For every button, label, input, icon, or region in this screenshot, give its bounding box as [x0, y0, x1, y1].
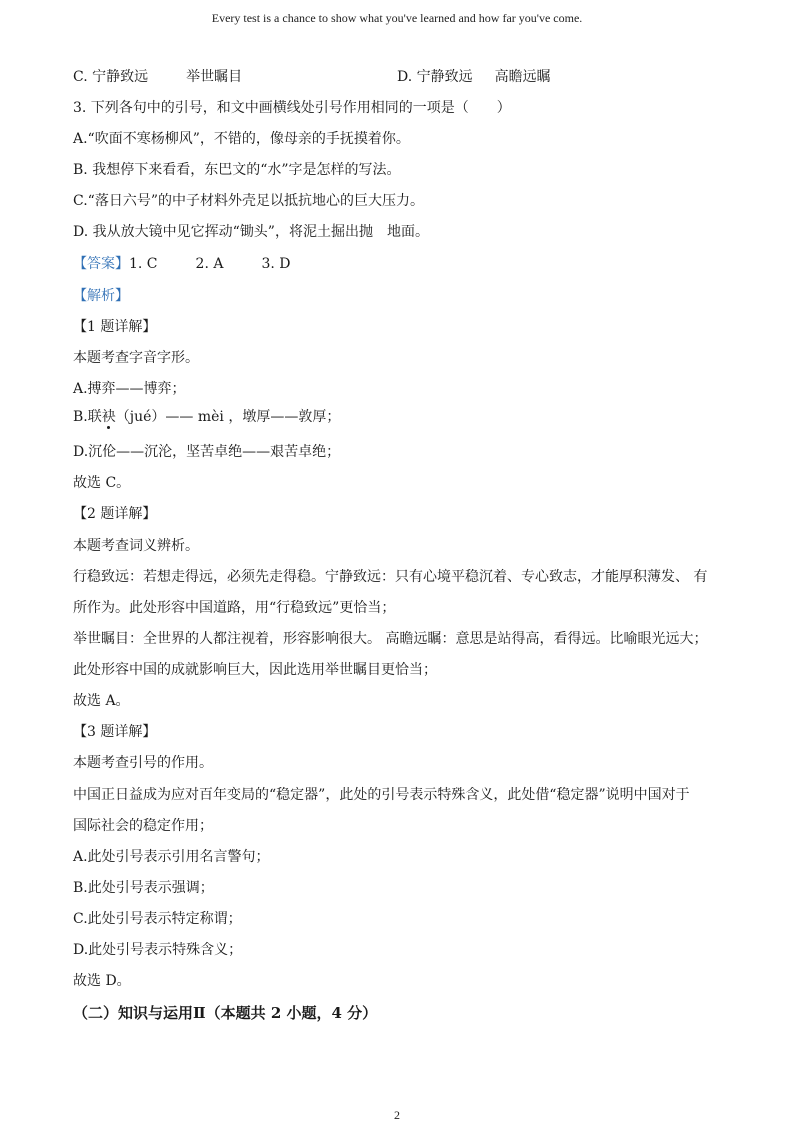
detail2-line-2: 所作为。此处形容中国道路，用“行稳致远”更恰当； [73, 600, 396, 616]
q2-option-c-term: 举世瞩目 [186, 69, 243, 85]
detail3-line-2: 国际社会的稳定作用； [73, 818, 213, 834]
detail3-line-c: C.此处引号表示特定称谓； [73, 911, 242, 927]
analysis-tag: 【解析】 [73, 288, 129, 304]
q3-option-c: C.“落日六号”的中子材料外壳足以抵抗地心的巨大压力。 [73, 193, 424, 209]
detail3-line-b: B.此处引号表示强调； [73, 880, 214, 896]
detail1-line-a: A.搏弈——博弈； [73, 381, 186, 397]
detail3-intro: 本题考查引号的作用。 [73, 755, 213, 771]
detail2-heading: 【2 题详解】 [73, 506, 157, 522]
detail2-line-4: 此处形容中国的成就影响巨大，因此选用举世瞩目更恰当； [73, 662, 437, 678]
answer-2: 2. A [195, 256, 224, 272]
q2-option-c [73, 68, 242, 86]
section-title: （二）知识与运用Ⅱ（本题共 2 小题，4 分） [73, 1004, 378, 1022]
q2-option-d-term: 高瞻远瞩 [494, 69, 551, 85]
answer-row [73, 255, 291, 273]
answer-1: 1. C [129, 256, 158, 272]
detail3-line-1: 中国正日益成为应对百年变局的“稳定器”，此处的引号表示特殊含义，此处借“稳定器”说明中国对于 [73, 787, 690, 803]
q3-option-b: B. 我想停下来看看，东巴文的“水”字是怎样的写法。 [73, 162, 401, 178]
detail2-conclusion: 故选 A。 [73, 693, 130, 709]
detail1-line-b-rest: （jué）—— mèi ，墩厚——敦厚； [115, 409, 341, 425]
detail2-line-3: 举世瞩目：全世界的人都注视着，形容影响很大。 高瞻远瞩：意思是站得高，看得远。比喻眼光远大； [73, 631, 708, 647]
q2-option-d [397, 68, 551, 86]
q3-stem: 3. 下列各句中的引号，和文中画横线处引号作用相同的一项是（ ） [73, 100, 511, 116]
detail2-line-1: 行稳致远：若想走得远，必须先走得稳。宁静致远：只有心境平稳沉着、专心致志，才能厚积薄发、 有 [73, 569, 708, 585]
detail2-intro: 本题考查词义辨析。 [73, 538, 199, 554]
detail3-conclusion: 故选 D。 [73, 973, 131, 989]
detail3-heading: 【3 题详解】 [73, 724, 157, 740]
detail1-line-b-prefix: B.联 [73, 409, 102, 425]
detail1-heading: 【1 题详解】 [73, 319, 157, 335]
detail1-emphasized-char: 袂 [101, 409, 116, 425]
detail1-conclusion: 故选 C。 [73, 475, 131, 491]
detail3-line-d: D.此处引号表示特殊含义； [73, 942, 243, 958]
q3-option-d: D. 我从放大镜中见它挥动“锄头”，将泥土掘出抛 地面。 [73, 224, 429, 240]
page-number: 2 [394, 1108, 400, 1122]
answer-tag: 【答案】 [73, 256, 129, 272]
q2-option-d-label: D. 宁静致远 [397, 69, 473, 85]
detail3-line-a: A.此处引号表示引用名言警句； [73, 849, 270, 865]
page-header-motto: Every test is a chance to show what you've learned and how far you've come. [211, 11, 583, 25]
detail1-line-d: D.沉伦——沉沦，坚苦卓绝——艰苦卓绝； [73, 444, 341, 460]
q3-option-a: A.“吹面不寒杨柳风”，不错的，像母亲的手抚摸着你。 [73, 131, 410, 147]
answer-3: 3. D [261, 256, 291, 272]
detail1-line-b [73, 408, 340, 426]
q2-option-c-label: C. 宁静致远 [73, 69, 149, 85]
detail1-intro: 本题考查字音字形。 [73, 350, 199, 366]
